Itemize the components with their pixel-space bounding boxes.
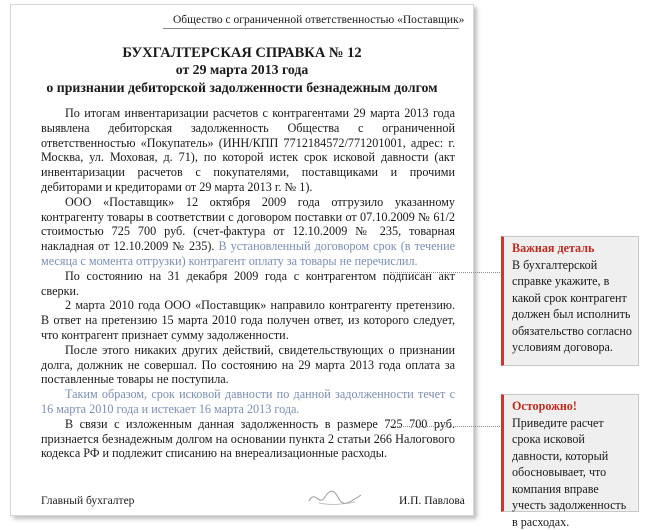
- sidenote-title: Важная деталь: [512, 241, 595, 255]
- highlight-payment-term: В установленный договором срок (в течение месяца с момента отгрузки) контрагент оплату за товары не перечислил.: [41, 239, 456, 268]
- sidenote-text: Приведите расчет срока исковой давности, который обосновывает, что компания вправе учесть задолженность в расходах.: [512, 415, 627, 529]
- document-title: БУХГАЛТЕРСКАЯ СПРАВКА № 12: [122, 45, 362, 61]
- signer-role: Главный бухгалтер: [41, 495, 135, 507]
- sidenote-important-detail: [501, 236, 639, 366]
- sidenote-caution: [501, 394, 639, 529]
- document-date: от 29 марта 2013 года: [175, 62, 309, 77]
- paragraph-writeoff: В связи с изложенным данная задолженность в размере 725 700 руб. признается безнадежным долгом на основании пункта 2 статьи 266 Налогового кодекса РФ и подлежит списанию на внереализационные расходы.: [41, 416, 455, 461]
- document-page: [10, 4, 474, 516]
- highlight-limitation-period: Таким образом, срок исковой давности по данной задолженности течет с 16 марта 2010 года и истекает 16 марта 2013 года.: [41, 387, 455, 416]
- signature-icon: [305, 485, 365, 509]
- note-connector: [390, 272, 502, 273]
- company-name: Общество с ограниченной ответственностью «Поставщик»: [173, 14, 465, 26]
- sidenote-title: Осторожно!: [512, 399, 577, 413]
- note-connector: [390, 426, 502, 427]
- paragraph-limitation: [41, 387, 455, 417]
- document-subject: о признании дебиторской задолженности безнадежным долгом: [46, 80, 438, 95]
- signer-name: И.П. Павлова: [399, 495, 465, 507]
- paragraph-inventory: По итогам инвентаризации расчетов с контрагентами 29 марта 2013 года выявлена дебиторская задолженность Общества с ограниченной ответственностью «Покупатель» (ИНН/КПП 7712184572/771201001, адрес: г. Москва, ул. Моховая, д. 71), по которой истек срок исковой давности (акт инвентаризации расчетов с покупателями, поставщиками и прочими дебиторами и кредиторами от 29 марта 2013 г. № 1).: [41, 106, 455, 194]
- paragraph-no-payment: После этого никаких других действий, свидетельствующих о признании долга, должник не совершал. По состоянию на 29 марта 2013 года оплата за поставленные товары не поступила.: [41, 342, 455, 387]
- document-body: [41, 106, 455, 461]
- shipment-text: ООО «Поставщик» 12 октября 2009 года отгрузило указанному контрагенту товары в соответствии с договором поставки от 07.10.2009 № 61/2 стоимостью 725 700 руб. (счет-фактура от 12.10.2009 № 235, товарная накладная от 12.10.2009 № 235).: [41, 194, 455, 254]
- paragraph-reconciliation: По состоянию на 31 декабря 2009 года с контрагентом подписан акт сверки.: [41, 268, 455, 298]
- paragraph-shipment: [41, 195, 455, 269]
- sidenote-text: В бухгалтерской справке укажите, в какой срок контрагент должен был исполнить обязательство согласно условиям договора.: [512, 257, 632, 354]
- paragraph-claim: 2 марта 2010 года ООО «Поставщик» направило контрагенту претензию. В ответ на претензию 15 марта 2010 года получен ответ, из которого следует, что контрагент признает сумму задолженности.: [41, 298, 455, 342]
- company-underline: [163, 28, 459, 29]
